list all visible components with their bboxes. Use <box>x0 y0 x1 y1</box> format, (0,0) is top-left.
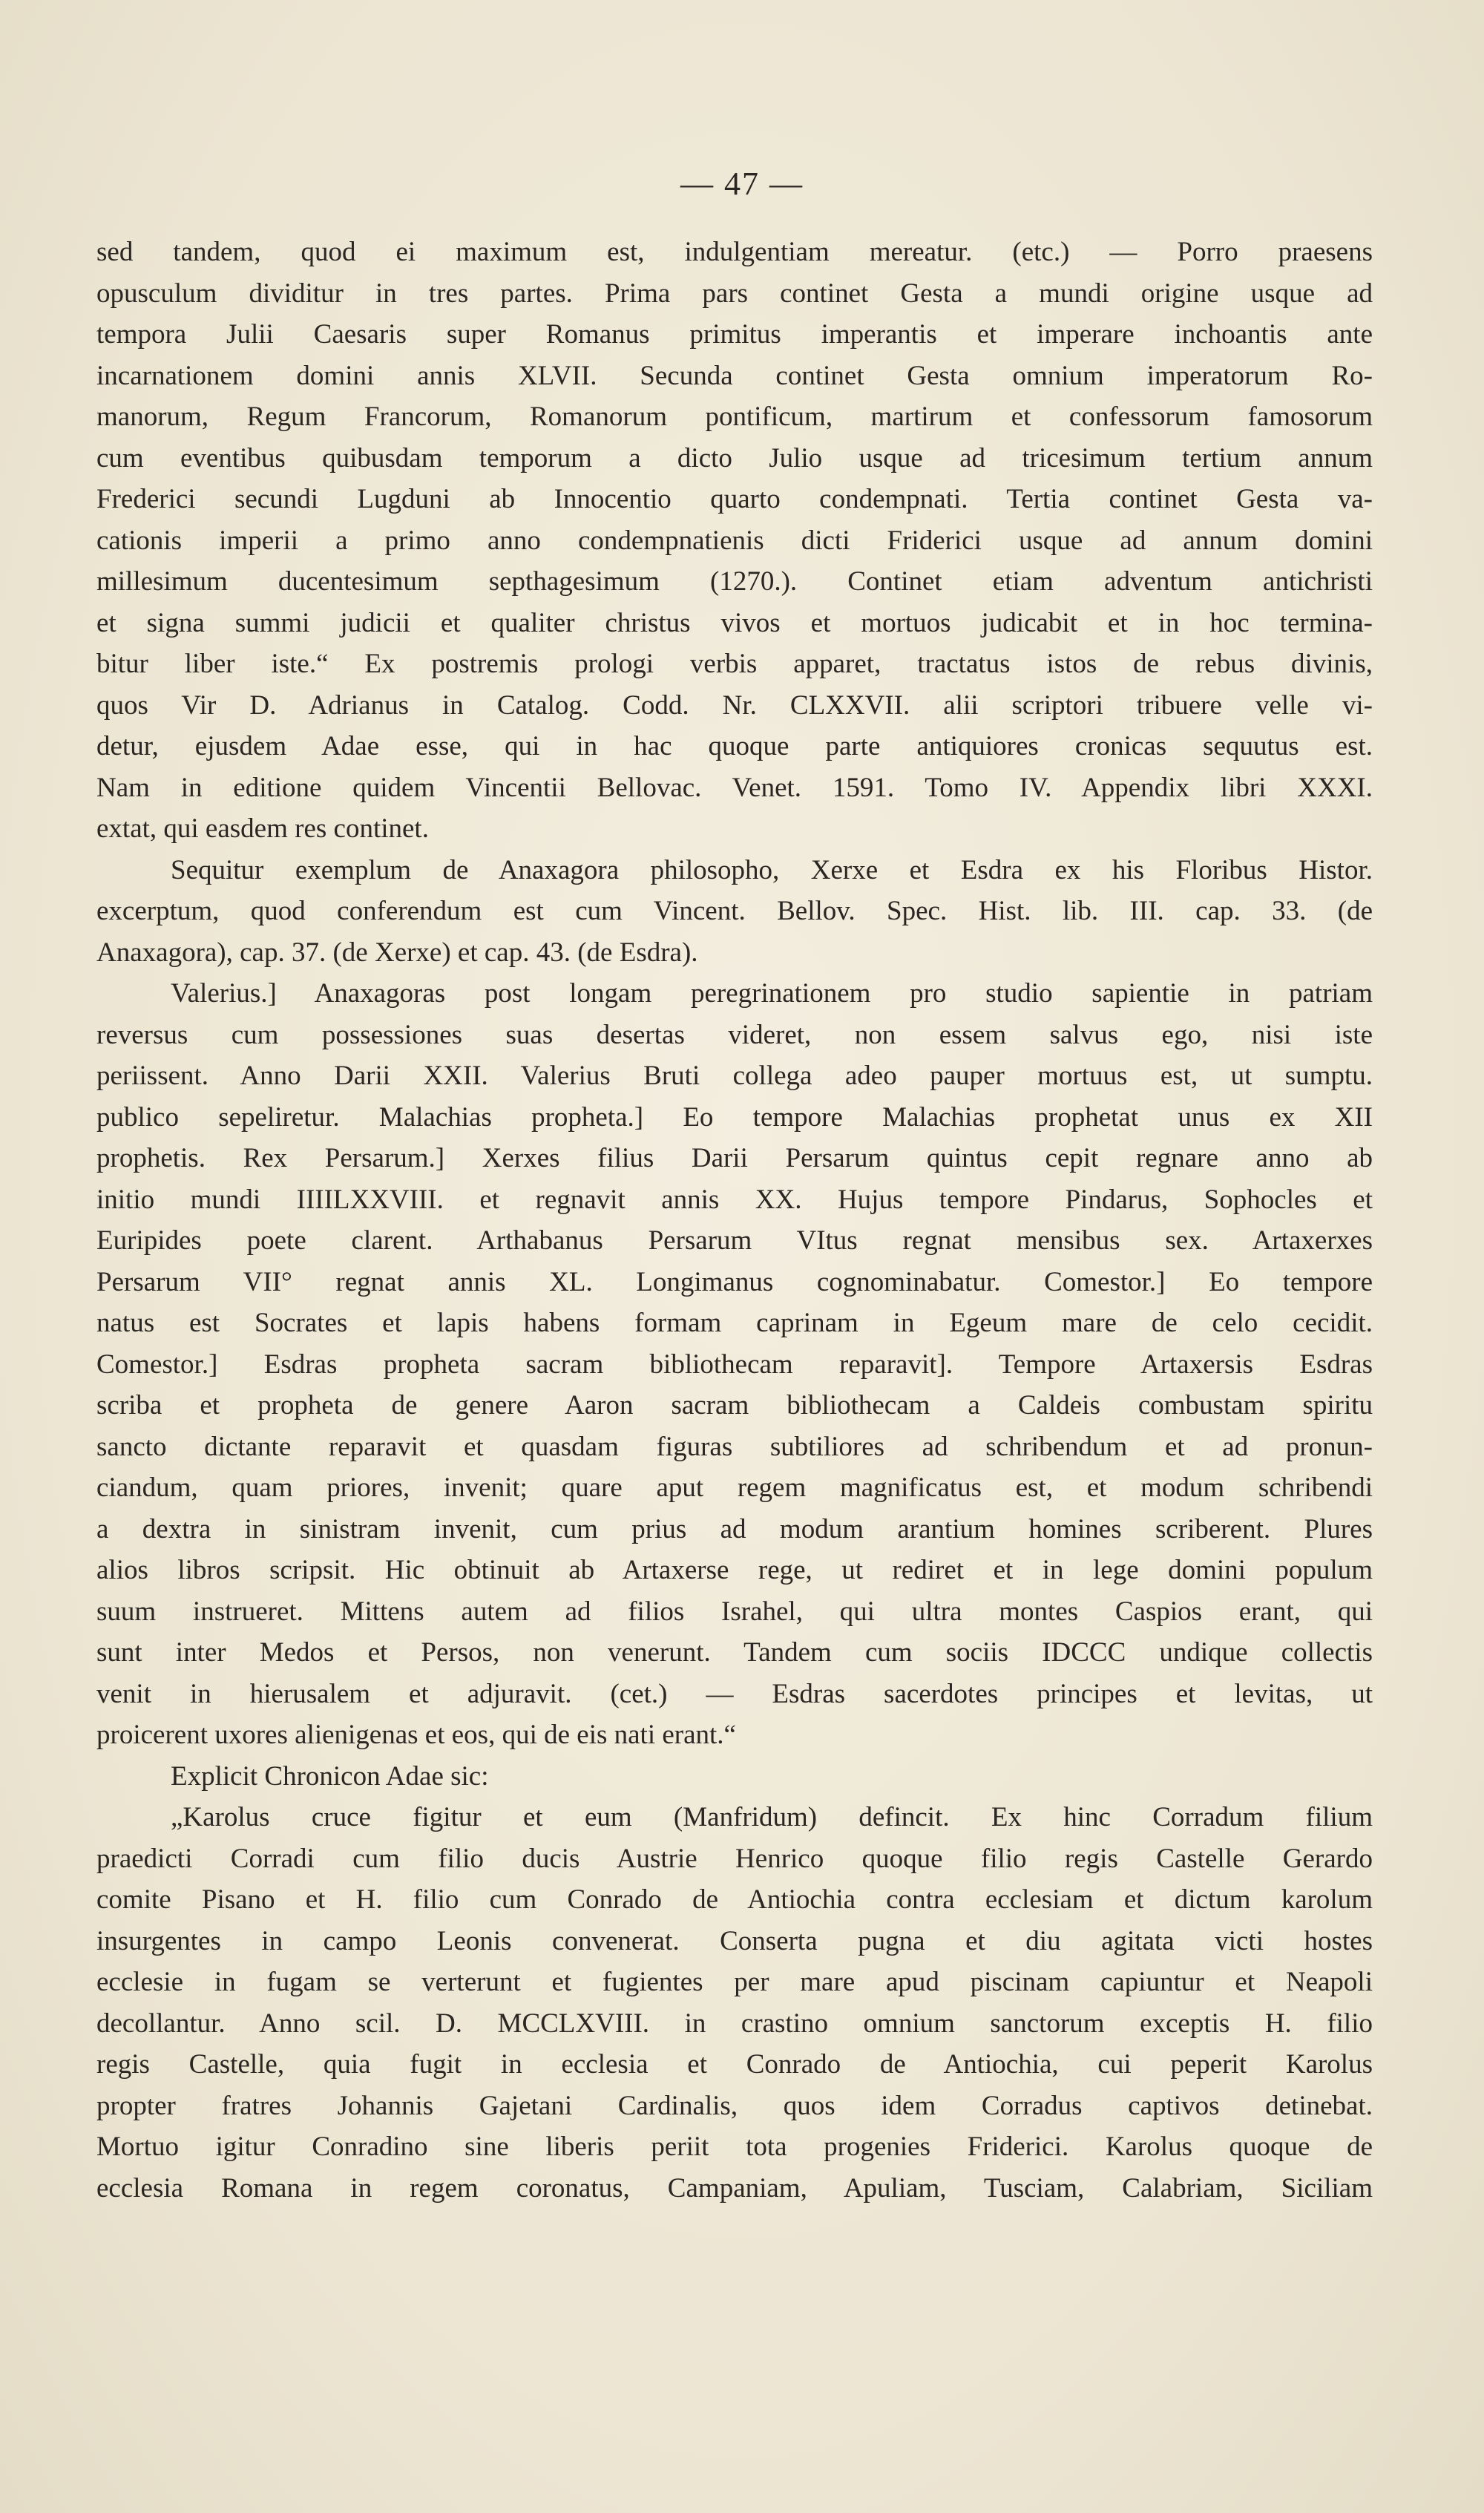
page-number: — 47 — <box>680 166 804 202</box>
text-line: sunt inter Medos et Persos, non venerunt. Tandem cum sociis IDCCC undique collectis <box>96 1637 1373 1668</box>
text-line: suum instrueret. Mittens autem ad filios Israhel, qui ultra montes Caspios erant, qui <box>96 1596 1373 1627</box>
text-line: venit in hierusalem et adjuravit. (cet.) — Esdras sacerdotes principes et levitas, ut <box>96 1678 1373 1709</box>
text-line: detur, ejusdem Adae esse, qui in hac quoque parte antiquiores cronicas sequutus est. <box>96 731 1373 761</box>
text-line: opusculum dividitur in tres partes. Prima pars continet Gesta a mundi origine usque ad <box>96 278 1373 309</box>
text-line: et signa summi judicii et qualiter christus vivos et mortuos judicabit et in hoc termina- <box>96 607 1373 638</box>
text-line: sancto dictante reparavit et quasdam figuras subtiliores ad schribendum et ad pronun- <box>96 1431 1373 1462</box>
text-line: ecclesie in fugam se verterunt et fugientes per mare apud piscinam capiuntur et Neapoli <box>96 1967 1373 1997</box>
text-line: scriba et propheta de genere Aaron sacram bibliothecam a Caldeis combustam spiritu <box>96 1390 1373 1421</box>
text-line: initio mundi IIIILXXVIII. et regnavit annis XX. Hujus tempore Pindarus, Sophocles et <box>96 1184 1373 1215</box>
text-line: ciandum, quam priores, invenit; quare aput regem magnificatus est, et modum schribendi <box>96 1472 1373 1503</box>
text-line: tempora Julii Caesaris super Romanus primitus imperantis et imperare inchoantis ante <box>96 319 1373 350</box>
text-line: reversus cum possessiones suas desertas videret, non essem salvus ego, nisi iste <box>96 1019 1373 1050</box>
text-line: extat, qui easdem res continet. <box>96 813 429 844</box>
text-line: Mortuo igitur Conradino sine liberis periit tota progenies Friderici. Karolus quoque de <box>96 2132 1373 2162</box>
text-line: Euripides poete clarent. Arthabanus Persarum VItus regnat mensibus sex. Artaxerxes <box>96 1225 1373 1256</box>
text-line: a dextra in sinistram invenit, cum prius ad modum arantium homines scriberent. Plures <box>96 1513 1373 1544</box>
text-line: Persarum VII° regnat annis XL. Longimanus cognominabatur. Comestor.] Eo tempore <box>96 1266 1373 1297</box>
text-line: cationis imperii a primo anno condempnatienis dicti Friderici usque ad annum domini <box>96 525 1373 556</box>
text-line: „Karolus cruce figitur et eum (Manfridum) defincit. Ex hinc Corradum filium <box>171 1802 1373 1832</box>
text-line: manorum, Regum Francorum, Romanorum pontificum, martirum et confessorum famosorum <box>96 402 1373 432</box>
text-line: cum eventibus quibusdam temporum a dicto Julio usque ad tricesimum tertium annum <box>96 442 1373 474</box>
text-line: Sequitur exemplum de Anaxagora philosopho, Xerxe et Esdra ex his Floribus Histor. <box>171 854 1373 885</box>
text-line: insurgentes in campo Leonis convenerat. Conserta pugna et diu agitata victi hostes <box>96 1925 1373 1956</box>
text-line: comite Pisano et H. filio cum Conrado de Antiochia contra ecclesiam et dictum karolum <box>96 1884 1373 1915</box>
text-line: Comestor.] Esdras propheta sacram bibliothecam reparavit]. Tempore Artaxersis Esdras <box>96 1349 1373 1380</box>
text-line: natus est Socrates et lapis habens formam caprinam in Egeum mare de celo cecidit. <box>96 1308 1373 1338</box>
text-line: Frederici secundi Lugduni ab Innocentio quarto condempnati. Tertia continet Gesta va- <box>96 484 1373 514</box>
text-line: sed tandem, quod ei maximum est, indulgentiam mereatur. (etc.) — Porro praesens <box>96 237 1373 267</box>
text-line: periissent. Anno Darii XXII. Valerius Bruti collega adeo pauper mortuus est, ut sumptu. <box>96 1061 1373 1091</box>
text-line: excerptum, quod conferendum est cum Vincent. Bellov. Spec. Hist. lib. III. cap. 33. (de <box>96 896 1373 926</box>
text-line: decollantur. Anno scil. D. MCCLXVIII. in crastino omnium sanctorum exceptis H. filio <box>96 2008 1373 2039</box>
text-line: Explicit Chronicon Adae sic: <box>171 1760 489 1792</box>
text-line: ecclesia Romana in regem coronatus, Campaniam, Apuliam, Tusciam, Calabriam, Siciliam <box>96 2172 1373 2204</box>
text-line: quos Vir D. Adrianus in Catalog. Codd. Nr. CLXXVII. alii scriptori tribuere velle vi- <box>96 689 1373 721</box>
text-line: propter fratres Johannis Gajetani Cardinalis, quos idem Corradus captivos detinebat. <box>96 2090 1373 2121</box>
text-line: prophetis. Rex Persarum.] Xerxes filius Darii Persarum quintus cepit regnare anno ab <box>96 1143 1373 1173</box>
text-line: praedicti Corradi cum filio ducis Austrie Henrico quoque filio regis Castelle Gerardo <box>96 1843 1373 1874</box>
text-line: Valerius.] Anaxagoras post longam peregrinationem pro studio sapientie in patriam <box>171 978 1373 1009</box>
text-line: regis Castelle, quia fugit in ecclesia et Conrado de Antiochia, cui peperit Karolus <box>96 2049 1373 2080</box>
text-line: millesimum ducentesimum septhagesimum (1270.). Continet etiam adventum antichristi <box>96 566 1373 597</box>
text-line: alios libros scripsit. Hic obtinuit ab Artaxerse rege, ut rediret et in lege domini populum <box>96 1555 1373 1585</box>
text-line: publico sepeliretur. Malachias propheta.] Eo tempore Malachias prophetat unus ex XII <box>96 1101 1373 1133</box>
text-line: Nam in editione quidem Vincentii Bellovac. Venet. 1591. Tomo IV. Appendix libri XXXI. <box>96 772 1373 803</box>
text-line: bitur liber iste.“ Ex postremis prologi verbis apparet, tractatus istos de rebus divinis, <box>96 649 1373 679</box>
body-text <box>96 232 1373 2209</box>
text-line: incarnationem domini annis XLVII. Secunda continet Gesta omnium imperatorum Ro- <box>96 360 1373 391</box>
text-line: Anaxagora), cap. 37. (de Xerxe) et cap. 43. (de Esdra). <box>96 937 698 968</box>
text-line: proicerent uxores alienigenas et eos, qui de eis nati erant.“ <box>96 1720 736 1750</box>
